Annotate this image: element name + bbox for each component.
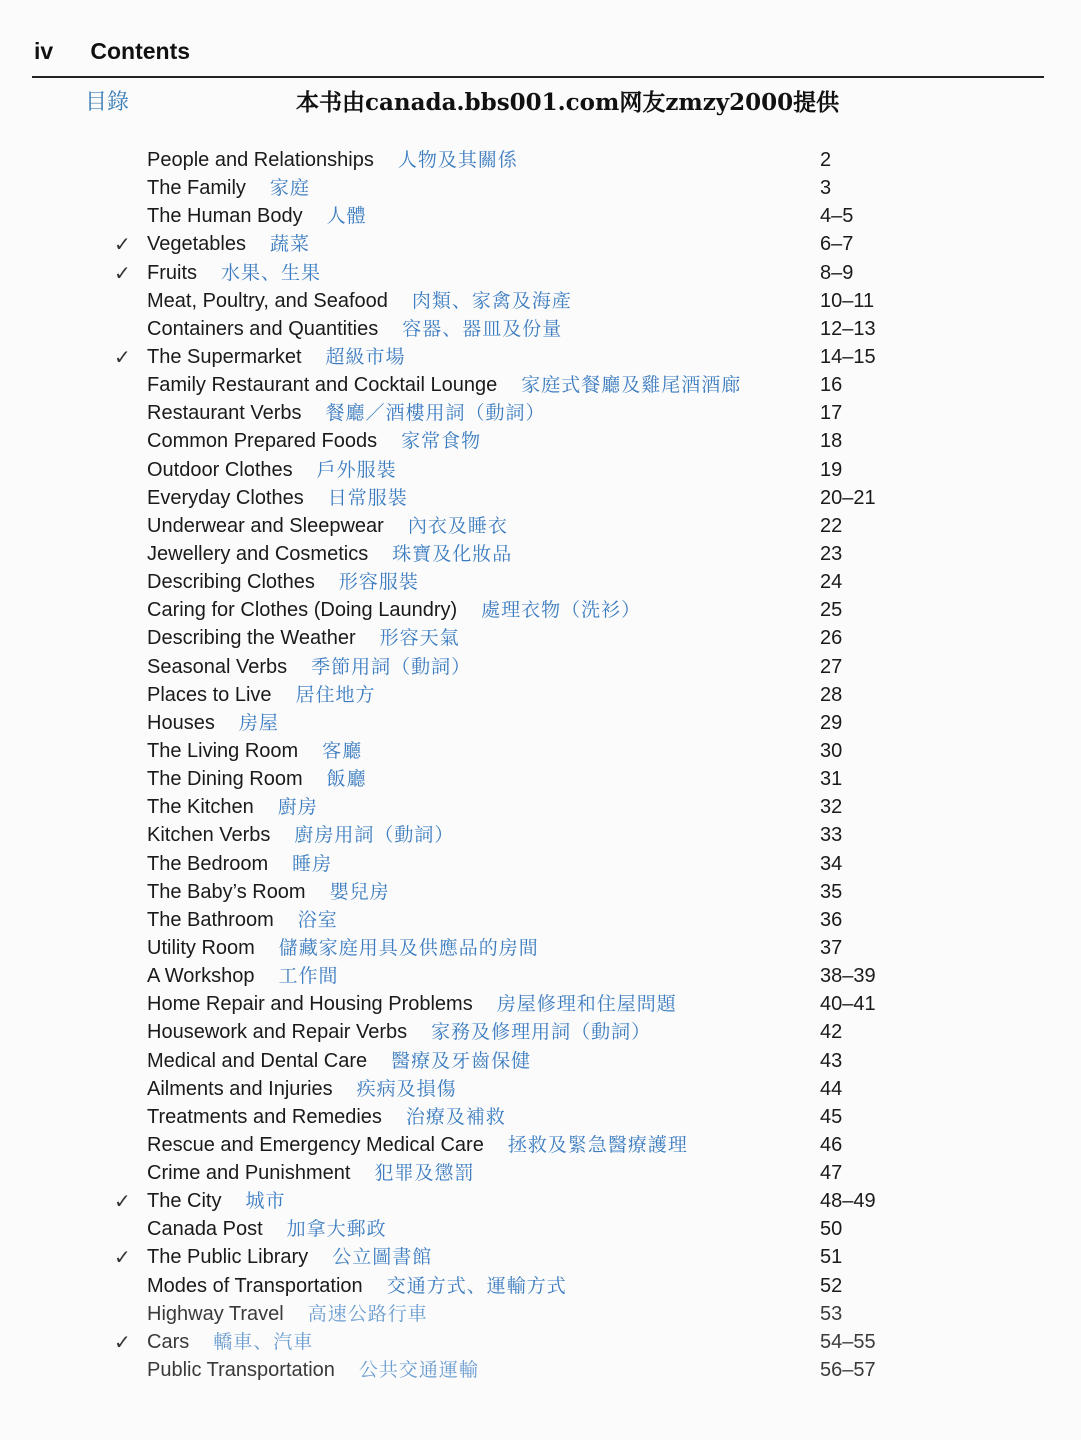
toc-entry-english: Treatments and Remedies <box>147 1105 382 1128</box>
toc-entry-english: Public Transportation <box>147 1359 335 1382</box>
toc-entry-chinese: 飯廳 <box>326 768 367 791</box>
toc-page-number: 40–41 <box>820 993 876 1016</box>
toc-entry-text <box>147 540 512 568</box>
toc-entry-text <box>147 1215 387 1243</box>
toc-entry-english: Jewellery and Cosmetics <box>147 542 369 565</box>
toc-entry-chinese: 處理衣物（洗衫） <box>481 599 642 622</box>
toc-entry-english: The Dining Room <box>147 768 303 791</box>
toc-entry-chinese: 加拿大郵政 <box>286 1218 387 1241</box>
toc-entry-chinese: 房屋 <box>238 711 279 734</box>
toc-page-number: 48–49 <box>820 1190 876 1213</box>
toc-entry <box>0 906 1081 934</box>
toc-entry <box>0 1300 1081 1328</box>
toc-entry-chinese: 公立圖書館 <box>332 1246 433 1269</box>
toc-entry-chinese: 工作間 <box>278 965 339 988</box>
toc-entry-english: The Bedroom <box>147 852 269 875</box>
toc-entry <box>0 568 1081 596</box>
toc-entry <box>0 765 1081 793</box>
toc-entry-english: Restaurant Verbs <box>147 402 302 425</box>
check-mark-icon: ✓ <box>114 1329 131 1354</box>
toc-page-number: 45 <box>820 1105 843 1128</box>
toc-page-number: 31 <box>820 768 843 791</box>
toc-page-number: 44 <box>820 1077 843 1100</box>
toc-page-number: 33 <box>820 824 843 847</box>
toc-entry-english: Fruits <box>147 261 197 284</box>
toc-entry-text <box>147 427 481 455</box>
toc-entry-text <box>147 1159 474 1187</box>
toc-entry-text <box>147 1300 428 1328</box>
toc-entry-english: People and Relationships <box>147 149 374 171</box>
check-mark-icon: ✓ <box>114 232 131 257</box>
toc-entry-chinese: 轎車、汽車 <box>213 1330 314 1353</box>
toc-entry-text <box>147 230 310 258</box>
toc-page-number: 24 <box>820 571 843 594</box>
toc-entry-english: A Workshop <box>147 965 255 988</box>
toc-entry-chinese: 交通方式、運輸方式 <box>386 1274 567 1297</box>
toc-entry-chinese: 治療及補救 <box>405 1105 506 1128</box>
toc-entry-text <box>147 1075 457 1103</box>
toc-page-number: 14–15 <box>820 345 876 368</box>
toc-page-number: 38–39 <box>820 965 876 988</box>
toc-page-number: 8–9 <box>820 261 854 284</box>
toc-entry-english: Canada Post <box>147 1218 263 1241</box>
toc-page-number: 25 <box>820 599 843 622</box>
toc-page-number: 30 <box>820 739 843 762</box>
toc-page-number: 12–13 <box>820 317 876 340</box>
toc-entry <box>0 512 1081 540</box>
toc-entry-english: The City <box>147 1190 222 1213</box>
toc-entry <box>0 343 1081 371</box>
toc-page-number: 23 <box>820 542 843 565</box>
toc-entry-text <box>147 681 376 709</box>
toc-entry-english: Cars <box>147 1330 190 1353</box>
toc-entry <box>0 1215 1081 1243</box>
table-of-contents <box>0 146 1081 1384</box>
toc-entry-chinese: 肉類、家禽及海產 <box>411 289 572 312</box>
toc-page-number: 27 <box>820 655 843 678</box>
toc-entry-text <box>147 821 454 849</box>
toc-entry-text <box>147 737 362 765</box>
toc-entry-english: Rescue and Emergency Medical Care <box>147 1133 484 1156</box>
toc-entry-chinese: 犯罪及懲罰 <box>374 1162 475 1185</box>
toc-entry-text <box>147 878 390 906</box>
toc-entry-chinese: 形容天氣 <box>379 627 460 650</box>
toc-entry <box>0 1018 1081 1046</box>
toc-entry-text <box>147 596 641 624</box>
toc-entry-chinese: 疾病及損傷 <box>356 1077 457 1100</box>
toc-entry <box>0 1047 1081 1075</box>
toc-page-number: 17 <box>820 402 843 425</box>
toc-entry-text <box>147 653 471 681</box>
toc-entry-chinese: 季節用詞（動詞） <box>311 655 472 678</box>
toc-entry-text <box>147 1187 285 1215</box>
toc-page-number: 28 <box>820 683 843 706</box>
toc-entry-english: Underwear and Sleepwear <box>147 514 384 537</box>
toc-entry <box>0 1075 1081 1103</box>
toc-entry-chinese: 超級市場 <box>325 345 406 368</box>
toc-entry-text <box>147 1272 567 1300</box>
toc-page-number: 35 <box>820 880 843 903</box>
toc-entry-chinese: 戶外服裝 <box>316 458 397 481</box>
toc-entry-chinese: 睡房 <box>292 852 333 875</box>
toc-entry-english: The Human Body <box>147 205 303 228</box>
toc-page-number: 54–55 <box>820 1330 876 1353</box>
toc-entry-text <box>147 146 518 174</box>
toc-entry <box>0 1131 1081 1159</box>
toc-entry-english: Home Repair and Housing Problems <box>147 993 473 1016</box>
toc-entry-text <box>147 962 338 990</box>
toc-entry <box>0 1272 1081 1300</box>
toc-entry-text <box>147 512 508 540</box>
toc-entry-english: Housework and Repair Verbs <box>147 1021 408 1044</box>
toc-entry <box>0 399 1081 427</box>
toc-entry-chinese: 廚房用詞（動詞） <box>294 824 455 847</box>
toc-page-number: 29 <box>820 711 843 734</box>
toc-page-number: 3 <box>820 177 832 200</box>
toc-entry <box>0 456 1081 484</box>
toc-entry-chinese: 浴室 <box>297 908 338 931</box>
toc-entry-text <box>147 1131 688 1159</box>
toc-entry-text <box>147 174 310 202</box>
toc-entry-english: The Family <box>147 177 246 200</box>
toc-entry-text <box>147 315 562 343</box>
toc-entry-text <box>147 1356 479 1384</box>
toc-entry-english: The Baby’s Room <box>147 880 306 903</box>
toc-entry-chinese: 日常服裝 <box>327 486 408 509</box>
toc-entry-chinese: 珠寶及化妝品 <box>392 542 513 565</box>
toc-entry-chinese: 城市 <box>245 1190 286 1213</box>
toc-entry <box>0 737 1081 765</box>
toc-entry-english: Modes of Transportation <box>147 1274 363 1297</box>
toc-entry-chinese: 居住地方 <box>295 683 376 706</box>
toc-entry <box>0 174 1081 202</box>
toc-page-number: 18 <box>820 430 843 453</box>
toc-page-number: 56–57 <box>820 1359 876 1382</box>
toc-entry <box>0 962 1081 990</box>
toc-entry-text <box>147 765 367 793</box>
toc-page-number: 42 <box>820 1021 843 1044</box>
toc-page-number: 51 <box>820 1246 843 1269</box>
toc-entry-text <box>147 259 321 287</box>
toc-entry-text <box>147 850 332 878</box>
toc-page-number: 22 <box>820 514 843 537</box>
toc-page-number: 50 <box>820 1218 843 1241</box>
toc-page-number: 20–21 <box>820 486 876 509</box>
toc-entry <box>0 1159 1081 1187</box>
toc-entry <box>0 934 1081 962</box>
toc-entry-english: Medical and Dental Care <box>147 1049 368 1072</box>
toc-entry-chinese: 家常食物 <box>401 430 482 453</box>
toc-entry-text <box>147 1018 651 1046</box>
toc-entry-chinese: 形容服裝 <box>338 571 419 594</box>
toc-entry-text <box>147 371 741 399</box>
toc-entry <box>0 878 1081 906</box>
toc-entry-chinese: 公共交通運輸 <box>358 1359 479 1382</box>
toc-entry-english: Highway Travel <box>147 1302 284 1325</box>
toc-entry-english: Describing Clothes <box>147 571 315 594</box>
toc-entry <box>0 1356 1081 1384</box>
toc-entry <box>0 709 1081 737</box>
toc-entry <box>0 1187 1081 1215</box>
check-mark-icon: ✓ <box>114 1189 131 1214</box>
toc-entry-english: Kitchen Verbs <box>147 824 271 847</box>
toc-entry <box>0 202 1081 230</box>
toc-entry-text <box>147 906 338 934</box>
toc-entry-text <box>147 793 318 821</box>
toc-entry-text <box>147 484 408 512</box>
toc-entry-text <box>147 1047 531 1075</box>
toc-page-number: 10–11 <box>820 289 875 312</box>
toc-entry-chinese: 醫療及牙齒保健 <box>391 1049 532 1072</box>
toc-entry <box>0 990 1081 1018</box>
toc-entry-chinese: 餐廳／酒樓用詞（動詞） <box>325 402 546 425</box>
toc-entry-english: The Supermarket <box>147 345 302 368</box>
toc-entry-text <box>147 1243 432 1271</box>
toc-entry-text <box>147 709 279 737</box>
toc-entry-text <box>147 343 406 371</box>
toc-page-number: 34 <box>820 852 843 875</box>
toc-entry-chinese: 水果、生果 <box>221 261 322 284</box>
toc-page-number: 2 <box>820 149 832 171</box>
toc-page-number: 43 <box>820 1049 843 1072</box>
toc-entry-chinese: 房屋修理和住屋問題 <box>496 993 677 1016</box>
header-rule <box>32 76 1044 78</box>
toc-entry-chinese: 人物及其關係 <box>397 149 518 171</box>
toc-entry-english: Ailments and Injuries <box>147 1077 333 1100</box>
toc-entry-text <box>147 1328 313 1356</box>
toc-entry <box>0 259 1081 287</box>
toc-entry-text <box>147 1103 506 1131</box>
toc-entry <box>0 681 1081 709</box>
toc-entry-chinese: 內衣及睡衣 <box>407 514 508 537</box>
toc-page-number: 19 <box>820 458 843 481</box>
toc-entry <box>0 287 1081 315</box>
toc-entry <box>0 315 1081 343</box>
toc-entry-english: Describing the Weather <box>147 627 356 650</box>
credit-line: 本书由canada.bbs001.com网友zmzy2000提供 <box>296 89 840 116</box>
toc-entry <box>0 1243 1081 1271</box>
toc-entry-english: The Living Room <box>147 739 299 762</box>
toc-entry-chinese: 容器、器皿及份量 <box>402 317 563 340</box>
toc-entry-english: Outdoor Clothes <box>147 458 293 481</box>
toc-entry-english: The Bathroom <box>147 908 274 931</box>
toc-entry <box>0 230 1081 258</box>
toc-page-number: 52 <box>820 1274 843 1297</box>
toc-page-number: 16 <box>820 374 843 397</box>
toc-entry-english: The Kitchen <box>147 796 254 819</box>
toc-page-number: 37 <box>820 936 843 959</box>
toc-entry-chinese: 高速公路行車 <box>307 1302 428 1325</box>
toc-entry-text <box>147 568 419 596</box>
toc-entry-chinese: 家庭 <box>269 177 310 200</box>
toc-entry-chinese: 拯救及緊急醫療護理 <box>507 1133 688 1156</box>
toc-entry <box>0 427 1081 455</box>
toc-entry <box>0 1103 1081 1131</box>
toc-entry-english: Common Prepared Foods <box>147 430 378 453</box>
toc-page-number: 6–7 <box>820 233 854 256</box>
toc-page-number: 32 <box>820 796 843 819</box>
toc-entry-text <box>147 287 572 315</box>
toc-entry <box>0 624 1081 652</box>
toc-entry-english: Meat, Poultry, and Seafood <box>147 289 388 312</box>
toc-entry-english: Utility Room <box>147 936 255 959</box>
toc-entry-chinese: 家務及修理用詞（動詞） <box>431 1021 652 1044</box>
toc-entry-english: Family Restaurant and Cocktail Lounge <box>147 374 498 397</box>
toc-entry <box>0 653 1081 681</box>
toc-entry <box>0 540 1081 568</box>
toc-entry-english: Houses <box>147 711 215 734</box>
toc-entry <box>0 146 1081 174</box>
check-mark-icon: ✓ <box>114 1245 131 1270</box>
toc-entry-chinese: 嬰兒房 <box>329 880 390 903</box>
toc-entry-english: Places to Live <box>147 683 272 706</box>
toc-entry-chinese: 客廳 <box>322 739 363 762</box>
toc-page-number: 53 <box>820 1302 843 1325</box>
toc-entry <box>0 793 1081 821</box>
toc-entry-chinese: 儲藏家庭用具及供應品的房間 <box>278 936 539 959</box>
toc-entry-text <box>147 990 677 1018</box>
toc-entry <box>0 596 1081 624</box>
toc-entry-english: Crime and Punishment <box>147 1162 351 1185</box>
toc-entry-english: Everyday Clothes <box>147 486 304 509</box>
toc-entry-english: Containers and Quantities <box>147 317 379 340</box>
toc-entry <box>0 371 1081 399</box>
toc-entry-text <box>147 202 367 230</box>
check-mark-icon: ✓ <box>114 344 131 369</box>
toc-entry-chinese: 人體 <box>326 205 367 228</box>
toc-entry <box>0 1328 1081 1356</box>
toc-entry-chinese: 家庭式餐廳及雞尾酒酒廊 <box>521 374 742 397</box>
toc-entry-text <box>147 456 397 484</box>
toc-page-number: 4–5 <box>820 205 854 228</box>
toc-page-number: 47 <box>820 1162 843 1185</box>
chinese-title: 目錄 <box>85 90 130 115</box>
toc-entry-text <box>147 624 460 652</box>
toc-entry <box>0 850 1081 878</box>
toc-entry-text <box>147 399 546 427</box>
page-number: iv <box>34 38 54 64</box>
toc-entry <box>0 484 1081 512</box>
toc-entry-english: Caring for Clothes (Doing Laundry) <box>147 599 458 622</box>
toc-page-number: 36 <box>820 908 843 931</box>
toc-entry-text <box>147 934 539 962</box>
toc-entry-english: Seasonal Verbs <box>147 655 288 678</box>
toc-page-number: 46 <box>820 1133 843 1156</box>
toc-entry-chinese: 廚房 <box>277 796 318 819</box>
toc-entry <box>0 821 1081 849</box>
page-header <box>34 38 190 65</box>
page-title: Contents <box>90 38 191 64</box>
toc-entry-chinese: 蔬菜 <box>269 233 310 256</box>
toc-entry-english: The Public Library <box>147 1246 309 1269</box>
toc-page-number: 26 <box>820 627 843 650</box>
check-mark-icon: ✓ <box>114 260 131 285</box>
toc-entry-english: Vegetables <box>147 233 246 256</box>
